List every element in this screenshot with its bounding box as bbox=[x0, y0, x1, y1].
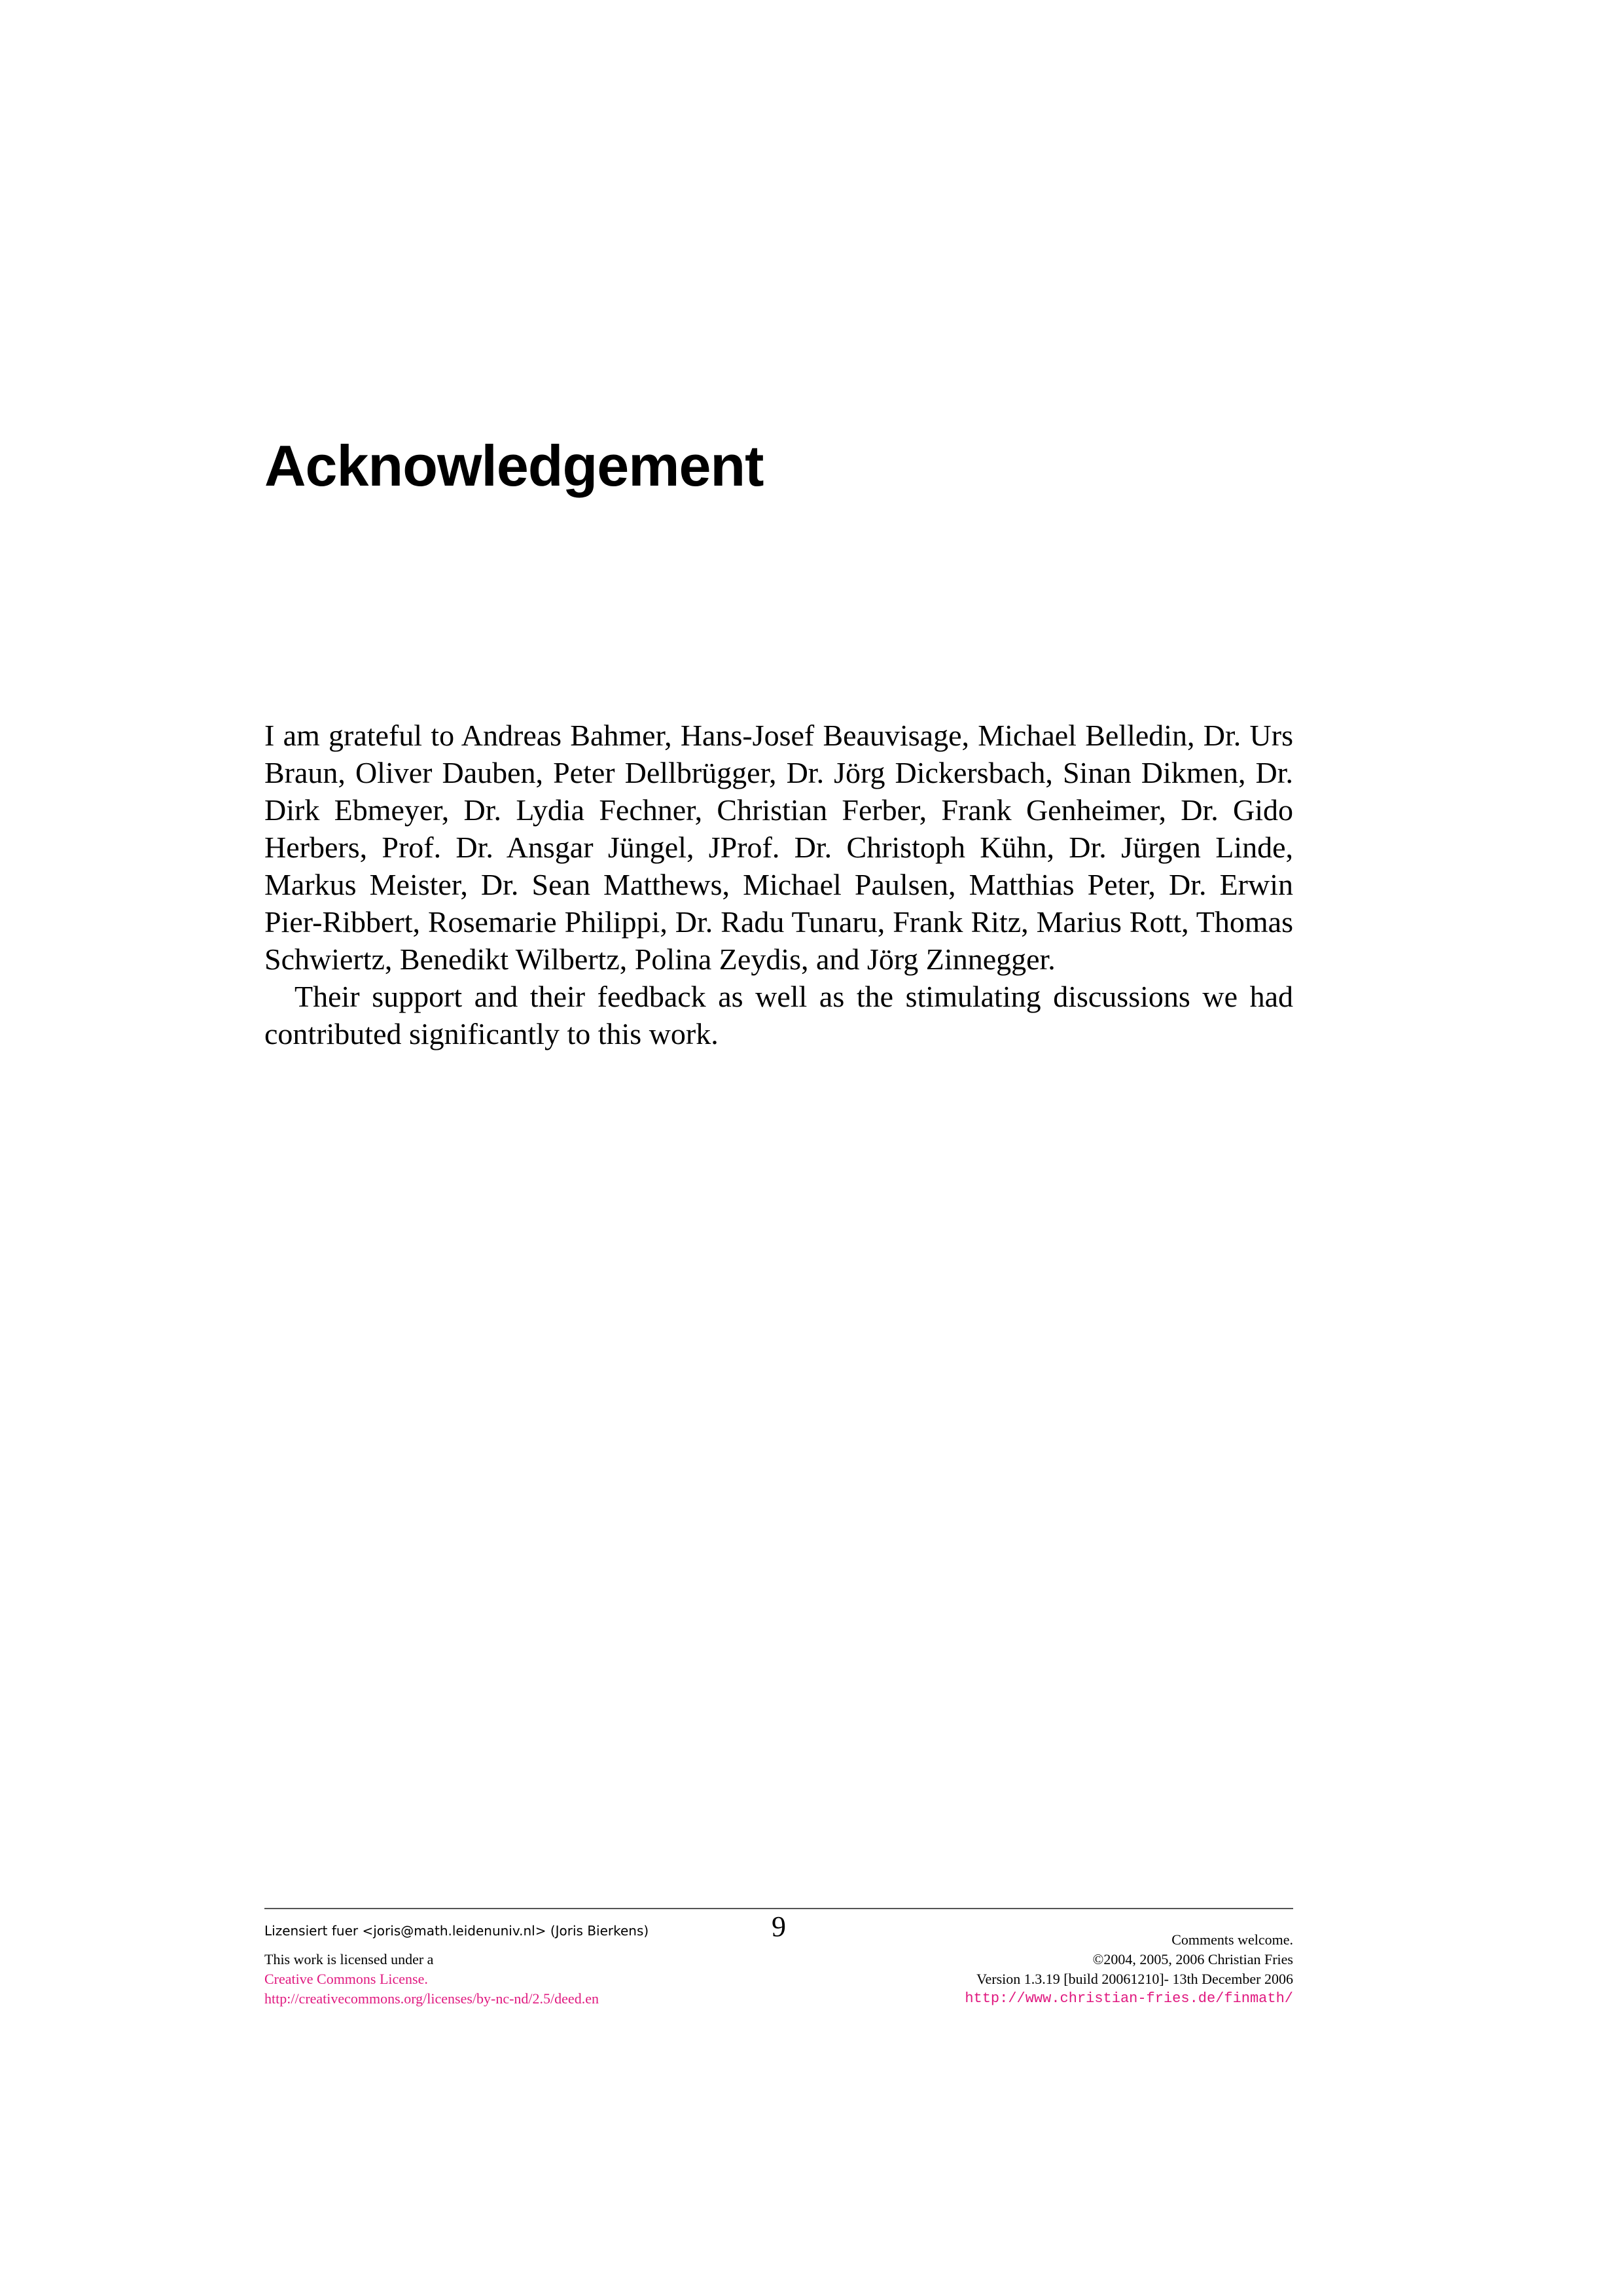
acknowledgement-body bbox=[264, 717, 1293, 1052]
license-link[interactable]: Creative Commons License. bbox=[264, 1971, 428, 1987]
comments-note: Comments welcome. bbox=[1171, 1931, 1293, 1948]
acknowledgement-paragraph: Their support and their feedback as well as the stimulating discussions we had contributed significantly to this work. bbox=[264, 980, 1293, 1050]
page-number: 9 bbox=[772, 1910, 786, 1943]
page-title: Acknowledgement bbox=[264, 433, 764, 498]
license-intro: This work is licensed under a bbox=[264, 1951, 434, 1967]
licensee-stamp: Lizensiert fuer <joris@math.leidenuniv.nl> (Joris Bierkens) bbox=[264, 1923, 649, 1939]
version-info: Version 1.3.19 [build 20061210]- 13th December 2006 bbox=[976, 1971, 1293, 1987]
license-url-link[interactable]: http://creativecommons.org/licenses/by-nc-nd/2.5/deed.en bbox=[264, 1990, 599, 2007]
website-link[interactable]: http://www.christian-fries.de/finmath/ bbox=[965, 1990, 1293, 2007]
copyright-notice: ©2004, 2005, 2006 Christian Fries bbox=[1092, 1951, 1293, 1967]
footer-divider bbox=[264, 1908, 1293, 1909]
footer-license-block bbox=[264, 1921, 722, 2009]
footer-info-block bbox=[835, 1930, 1293, 2009]
acknowledgement-paragraph: I am grateful to Andreas Bahmer, Hans-Josef Beauvisage, Michael Belledin, Dr. Urs Braun, Oliver Dauben, Peter Dellbrügger, Dr. Jörg Dickersbach, Sinan Dikmen, Dr. Dirk Ebmeyer, Dr. Lydia Fechner, Christian Ferber, Frank Genheimer, Dr. Gido Herbers, Prof. Dr. Ansgar Jüngel, JProf. Dr. Christoph Kühn, Dr. Jürgen Linde, Markus Meister, Dr. Sean Matthews, Michael Paulsen, Matthias Peter, Dr. Erwin Pier-Ribbert, Rosemarie Philippi, Dr. Radu Tunaru, Frank Ritz, Marius Rott, Thomas Schwiertz, Benedikt Wilbertz, Polina Zeydis, and Jörg Zinnegger. bbox=[264, 719, 1293, 976]
